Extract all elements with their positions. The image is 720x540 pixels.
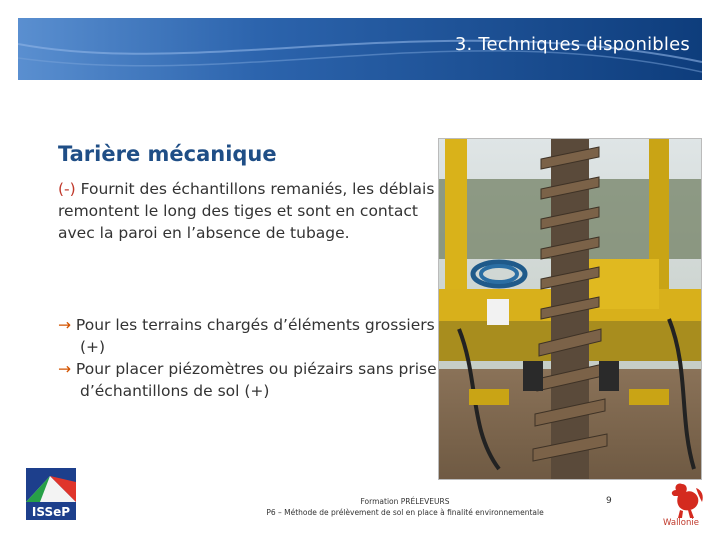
- page-number: 9: [606, 496, 612, 506]
- arrow-right-icon: →: [58, 316, 71, 334]
- issep-logo-text: ISSeP: [31, 505, 71, 519]
- bullet-text: Pour placer piézomètres ou piézairs sans prise d’échantillons de sol (+): [71, 360, 437, 400]
- paragraph-text: Fournit des échantillons remaniés, les déblais remontent le long des tiges et sont en contact avec la paroi en l’absence de tubage.: [58, 180, 435, 242]
- issep-logo: [26, 468, 76, 520]
- bullet-text: Pour les terrains chargés d’éléments grossiers (+): [71, 316, 435, 356]
- bullet-item: [58, 314, 438, 358]
- drilling-rig-photo: [438, 138, 702, 480]
- footer-text: [230, 496, 580, 518]
- description-paragraph: [58, 178, 438, 244]
- bullet-list: [58, 314, 438, 402]
- bullet-item: [58, 358, 438, 402]
- slide-title: Tarière mécanique: [58, 142, 277, 166]
- negative-mark: (-): [58, 180, 76, 198]
- wallonie-logo-text: Wallonie: [663, 518, 699, 528]
- arrow-right-icon: →: [58, 360, 71, 378]
- footer-line-2: P6 – Méthode de prélèvement de sol en place à finalité environnementale: [266, 508, 544, 517]
- page-header-title: 3. Techniques disponibles: [454, 34, 690, 55]
- footer-line-1: Formation PRÉLEVEURS: [360, 497, 450, 506]
